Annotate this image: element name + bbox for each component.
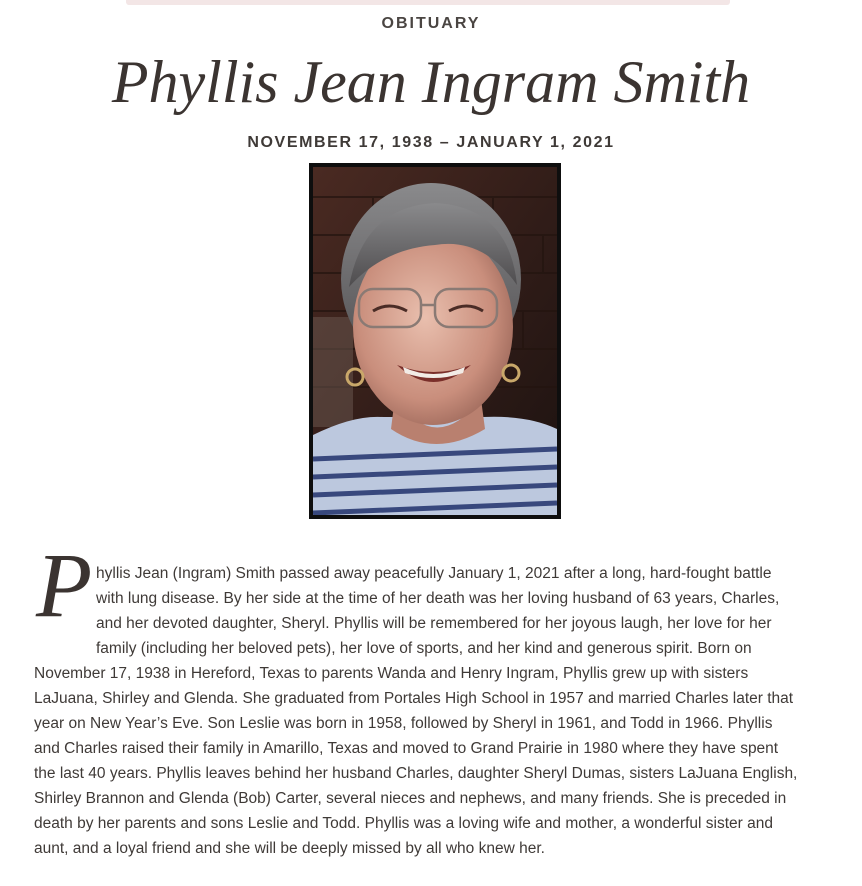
deceased-name-title: Phyllis Jean Ingram Smith	[111, 49, 751, 115]
obituary-line: with lung disease. By her side at the time of her death was her loving husband of 63 years, Charles,	[96, 590, 780, 607]
obituary-line: LaJuana, Shirley and Glenda. She graduated from Portales High School in 1957 and married Charles later that	[34, 690, 794, 707]
obituary-line: family (including her beloved pets), her love of sports, and her kind and generous spirit. Born on	[96, 640, 752, 657]
section-kicker: OBITUARY	[381, 15, 481, 32]
obituary-line: death by her parents and sons Leslie and Todd. Phyllis was a loving wife and mother, a wonderful sister and	[34, 815, 773, 832]
obituary-text	[34, 561, 840, 861]
life-dates: NOVEMBER 17, 1938 – JANUARY 1, 2021	[247, 134, 615, 151]
obituary-line: hyllis Jean (Ingram) Smith passed away peacefully January 1, 2021 after a long, hard-fought battle	[96, 565, 772, 582]
drop-cap-letter: P	[36, 534, 93, 636]
obituary-line: and Charles raised their family in Amarillo, Texas and moved to Grand Prairie in 1980 where they have spent	[34, 740, 779, 757]
obituary-line: Shirley Brannon and Glenda (Bob) Carter, several nieces and nephews, and many friends. She is preceded in	[34, 790, 787, 807]
obituary-line: aunt, and a loyal friend and she will be deeply missed by all who knew her.	[34, 840, 545, 857]
obituary-line: and her devoted daughter, Sheryl. Phyllis will be remembered for her joyous laugh, her love for her	[96, 615, 772, 632]
obituary-line: November 17, 1938 in Hereford, Texas to parents Wanda and Henry Ingram, Phyllis grew up with sisters	[34, 665, 749, 682]
obituary-line: the last 40 years. Phyllis leaves behind her husband Charles, daughter Sheryl Dumas, sisters LaJuana English,	[34, 765, 798, 782]
top-accent-strip	[126, 0, 730, 5]
portrait-photo	[309, 163, 561, 519]
portrait-image	[313, 167, 557, 515]
obituary-line: year on New Year’s Eve. Son Leslie was born in 1958, followed by Sheryl in 1961, and Todd in 1966. Phyllis	[34, 715, 773, 732]
